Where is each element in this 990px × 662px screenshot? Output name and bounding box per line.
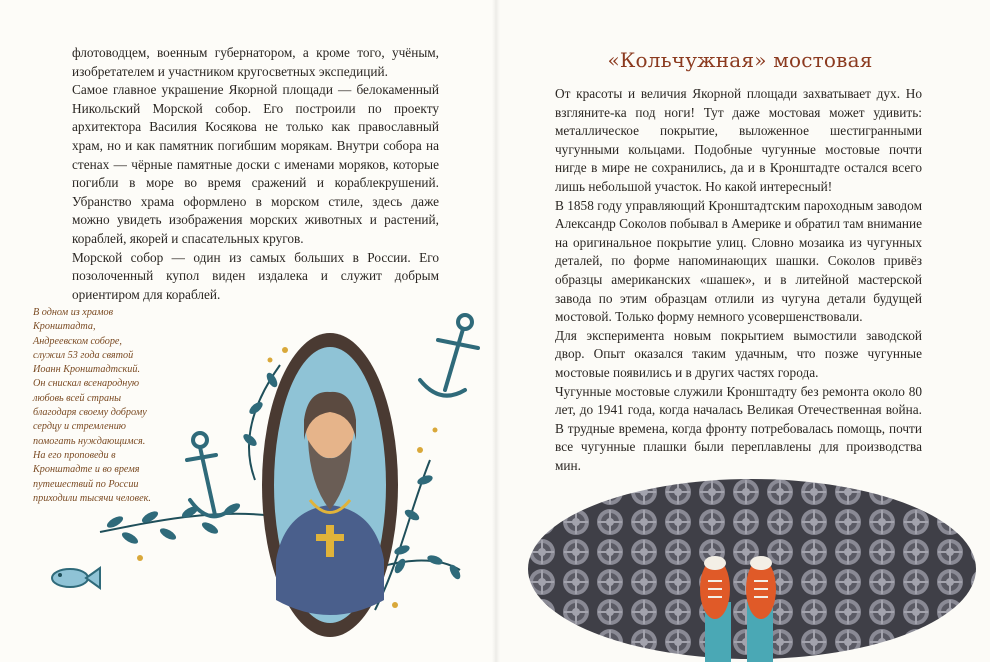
sidebar-note: В одном из храмов Кронштадта, Андреевском соборе, служил 53 года святой Иоанн Кронштадтский. Он снискал всенародную любовь всей страны благодаря своему доброму сердцу и стремлению помогать нуждающимся. На его проповеди в Кронштадте и во время путешествий по России приходили тысячи человек. [33,307,151,504]
left-paragraph-3: Морской собор — один из самых больших в России. Его позолоченный купол виден издалека и служит добрым ориентиром для кораблей. [72,249,439,302]
right-paragraph-2: В 1858 году управляющий Кронштадтским пароходным заводом Александр Соколов побывал в Америке и обратил там внимание на оригинальное покрытие улиц. Словно мозаика из чугунных деталей, по форме напоминающих шашки. Соколов привёз образцы американских «шашек», и в литейной мастерской завода по этим образцам отлили из чугуна детали будущей мостовой. Только форму немного усовершенствовали. [555,197,922,325]
portrait-illustration [40,310,480,640]
left-paragraph-2: Самое главное украшение Якорной площади — белокаменный Никольский Морской собор. Его построили по проекту архитектора Василия Косякова не только как православный храм, но и как памятник погибшим морякам. Внутри собора на стенах — чёрные памятные доски с именами моряков, которые погибли в море во время сражений и кораблекрушений. Убранство храма оформлено в морском стиле, здесь даже можно увидеть изображения морских животных и растений, кораблей, якорей и спасательных кругов. [72,82,439,246]
section-heading: «Кольчужная» мостовая [607,48,873,72]
right-paragraph-1: От красоты и величия Якорной площади захватывает дух. Но взгляните-ка под ноги! Тут даже мостовая может удивить: металлическое покрытие, выложенное шестигранными чугунными кольцами. Подобные чугунные мостовые почти нигде в мире не сохранились, да и в Кронштадте остался всего лишь небольшой участок. Но какой интересный! [555,86,922,194]
left-paragraph-1: флотоводцем, военным губернатором, а кроме того, учёным, изобретателем и участником кругосветных экспедиций. [72,45,439,79]
right-body-text [555,85,922,475]
book-gutter [492,0,500,662]
pavement-illustration [525,477,980,662]
right-paragraph-3: Для эксперимента новым покрытием вымостили заводской двор. Опыт оказался таким удачным, что позже чугунные мостовые появились и в других частях города. [555,327,922,380]
left-body-text [72,44,439,304]
fish-icon [52,568,100,588]
right-paragraph-4: Чугунные мостовые служили Кронштадту без ремонта около 80 лет, до 1941 года, когда началась Великая Отечественная война. В трудные времена, когда фронту потребовалась помощь, почти все чугунные плашки были переплавлены для производства мин. [555,383,922,473]
anchor-icon [420,315,478,396]
anchor-icon [187,433,232,516]
